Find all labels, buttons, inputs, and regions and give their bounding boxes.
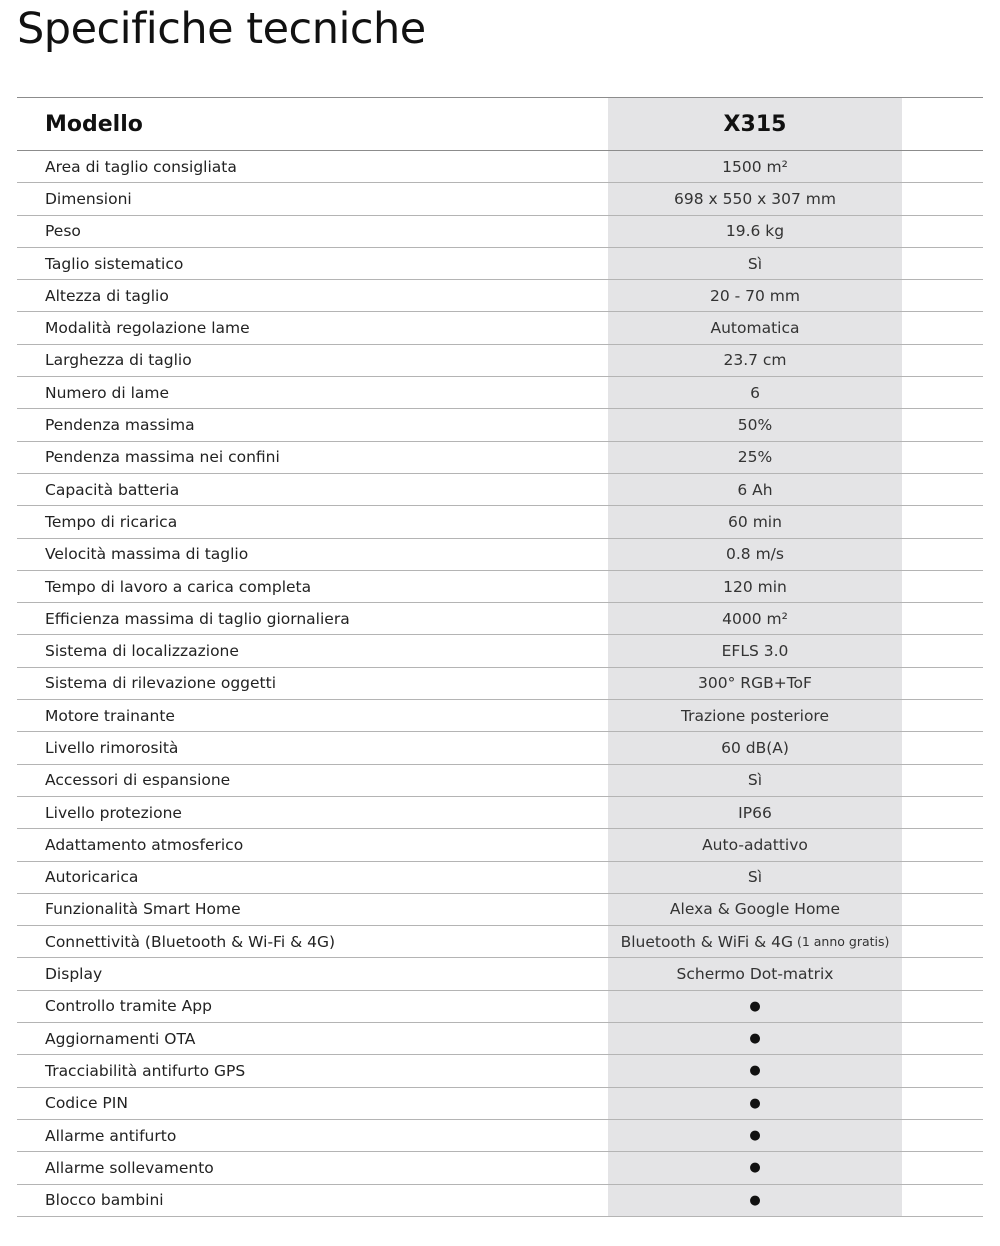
spec-value xyxy=(608,862,902,893)
spec-label: Sistema di localizzazione xyxy=(45,642,239,661)
table-row xyxy=(17,183,983,215)
table-row xyxy=(17,829,983,861)
spec-value-text: Bluetooth & WiFi & 4G xyxy=(620,932,793,951)
table-row xyxy=(17,603,983,635)
table-row-pad xyxy=(902,1023,983,1054)
spec-value xyxy=(608,797,902,828)
spec-value xyxy=(608,1120,902,1151)
spec-value xyxy=(608,635,902,666)
spec-value-text: 120 min xyxy=(723,577,787,596)
spec-label: Funzionalità Smart Home xyxy=(45,900,241,919)
table-body xyxy=(17,151,983,1217)
spec-label: Aggiornamenti OTA xyxy=(45,1029,196,1048)
table-row xyxy=(17,1152,983,1184)
spec-value-text: 1500 m² xyxy=(722,157,788,176)
table-row xyxy=(17,151,983,183)
spec-value-text: 50% xyxy=(737,416,773,435)
spec-value xyxy=(608,1023,902,1054)
table-row xyxy=(17,700,983,732)
spec-label: Modalità regolazione lame xyxy=(45,319,250,338)
header-label: Modello xyxy=(45,111,143,137)
table-row xyxy=(17,862,983,894)
spec-value xyxy=(608,539,902,570)
spec-value xyxy=(608,603,902,634)
table-row xyxy=(17,571,983,603)
table-row xyxy=(17,216,983,248)
spec-value xyxy=(608,1185,902,1216)
feature-dot: ● xyxy=(749,1095,761,1111)
feature-dot: ● xyxy=(749,1063,761,1079)
spec-value-text: Alexa & Google Home xyxy=(669,900,841,919)
table-row xyxy=(17,474,983,506)
table-row-pad xyxy=(902,98,983,150)
spec-value xyxy=(608,1088,902,1119)
table-row-pad xyxy=(902,894,983,925)
spec-label: Allarme antifurto xyxy=(45,1126,177,1145)
table-row xyxy=(17,765,983,797)
table-row-pad xyxy=(902,377,983,408)
spec-table xyxy=(17,97,983,1217)
spec-value xyxy=(608,926,902,957)
table-row xyxy=(17,248,983,280)
table-row xyxy=(17,926,983,958)
spec-label: Autoricarica xyxy=(45,868,139,887)
table-row xyxy=(17,1185,983,1217)
spec-value xyxy=(608,377,902,408)
spec-value-text: EFLS 3.0 xyxy=(721,642,789,661)
spec-value xyxy=(608,216,902,247)
spec-label: Sistema di rilevazione oggetti xyxy=(45,674,276,693)
table-row-pad xyxy=(902,216,983,247)
table-row-pad xyxy=(902,280,983,311)
spec-value xyxy=(608,248,902,279)
spec-value xyxy=(608,958,902,989)
spec-label: Livello rimorosità xyxy=(45,738,179,757)
spec-value-text: 25% xyxy=(737,448,773,467)
spec-value-text: 19.6 kg xyxy=(725,222,785,241)
spec-value xyxy=(608,280,902,311)
spec-value xyxy=(608,991,902,1022)
spec-value xyxy=(608,409,902,440)
spec-label: Velocità massima di taglio xyxy=(45,545,249,564)
table-row-pad xyxy=(902,797,983,828)
table-row xyxy=(17,345,983,377)
spec-value-text: 6 xyxy=(750,383,760,402)
spec-label: Adattamento atmosferico xyxy=(45,835,244,854)
spec-label: Allarme sollevamento xyxy=(45,1158,214,1177)
table-row-pad xyxy=(902,1152,983,1183)
spec-label: Pendenza massima nei confini xyxy=(45,448,280,467)
table-row-pad xyxy=(902,1088,983,1119)
table-row-pad xyxy=(902,571,983,602)
spec-value-text: IP66 xyxy=(738,803,772,822)
spec-value-text: Sì xyxy=(747,254,763,273)
table-row xyxy=(17,1088,983,1120)
table-row xyxy=(17,539,983,571)
spec-value xyxy=(608,1055,902,1086)
table-row xyxy=(17,1055,983,1087)
feature-dot: ● xyxy=(749,998,761,1014)
feature-dot: ● xyxy=(749,1192,761,1208)
spec-value xyxy=(608,571,902,602)
table-row xyxy=(17,797,983,829)
table-row-pad xyxy=(902,862,983,893)
spec-value-text: 300° RGB+ToF xyxy=(698,674,812,693)
feature-dot: ● xyxy=(749,1031,761,1047)
spec-value xyxy=(608,506,902,537)
table-row-pad xyxy=(902,248,983,279)
spec-label: Peso xyxy=(45,222,81,241)
spec-value-text: 20 - 70 mm xyxy=(709,286,801,305)
spec-value-text: Sì xyxy=(747,771,763,790)
spec-value-note: (1 anno gratis) xyxy=(796,934,890,950)
spec-value xyxy=(608,700,902,731)
spec-label: Numero di lame xyxy=(45,383,170,402)
table-row-pad xyxy=(902,409,983,440)
table-row xyxy=(17,991,983,1023)
table-row-pad xyxy=(902,700,983,731)
table-row xyxy=(17,506,983,538)
header-model: X315 xyxy=(608,98,902,150)
spec-value xyxy=(608,894,902,925)
spec-label: Codice PIN xyxy=(45,1094,128,1113)
spec-value-text: 23.7 cm xyxy=(723,351,787,370)
spec-label: Capacità batteria xyxy=(45,480,180,499)
spec-value xyxy=(608,151,902,182)
table-row-pad xyxy=(902,474,983,505)
table-row-pad xyxy=(902,829,983,860)
spec-value xyxy=(608,474,902,505)
table-row xyxy=(17,668,983,700)
table-row xyxy=(17,409,983,441)
spec-value xyxy=(608,442,902,473)
table-row xyxy=(17,732,983,764)
spec-value-text: Auto-adattivo xyxy=(702,835,808,854)
table-row-pad xyxy=(902,958,983,989)
spec-value xyxy=(608,829,902,860)
table-row-pad xyxy=(902,183,983,214)
table-row xyxy=(17,1023,983,1055)
table-row xyxy=(17,635,983,667)
spec-label: Pendenza massima xyxy=(45,416,195,435)
feature-dot: ● xyxy=(749,1128,761,1144)
spec-value-text: Sì xyxy=(747,868,763,887)
table-row-pad xyxy=(902,506,983,537)
table-row-pad xyxy=(902,926,983,957)
spec-label: Blocco bambini xyxy=(45,1191,164,1210)
table-row-pad xyxy=(902,151,983,182)
spec-value xyxy=(608,183,902,214)
table-row-pad xyxy=(902,991,983,1022)
spec-value-text: Automatica xyxy=(710,319,800,338)
table-row-pad xyxy=(902,1055,983,1086)
table-header-row xyxy=(17,97,983,151)
spec-value-text: 6 Ah xyxy=(737,480,773,499)
table-row-pad xyxy=(902,1185,983,1216)
feature-dot: ● xyxy=(749,1160,761,1176)
spec-value-text: 60 dB(A) xyxy=(721,738,789,757)
table-row-pad xyxy=(902,345,983,376)
table-row-pad xyxy=(902,442,983,473)
spec-label: Area di taglio consigliata xyxy=(45,157,237,176)
spec-label: Larghezza di taglio xyxy=(45,351,192,370)
spec-value xyxy=(608,1152,902,1183)
table-row-pad xyxy=(902,732,983,763)
spec-value-text: 698 x 550 x 307 mm xyxy=(674,189,836,208)
spec-label: Efficienza massima di taglio giornaliera xyxy=(45,609,350,628)
spec-label: Tracciabilità antifurto GPS xyxy=(45,1061,246,1080)
table-row-pad xyxy=(902,635,983,666)
spec-label: Connettività (Bluetooth & Wi-Fi & 4G) xyxy=(45,932,336,951)
spec-label: Tempo di lavoro a carica completa xyxy=(45,577,312,596)
spec-value xyxy=(608,312,902,343)
spec-value-text: 4000 m² xyxy=(722,609,788,628)
table-row xyxy=(17,1120,983,1152)
table-row xyxy=(17,280,983,312)
table-row-pad xyxy=(902,668,983,699)
table-row xyxy=(17,894,983,926)
table-row-pad xyxy=(902,1120,983,1151)
spec-value xyxy=(608,668,902,699)
spec-label: Display xyxy=(45,965,103,984)
table-row xyxy=(17,312,983,344)
spec-label: Altezza di taglio xyxy=(45,286,169,305)
spec-value-text: 60 min xyxy=(728,512,782,531)
table-row-pad xyxy=(902,603,983,634)
table-row-pad xyxy=(902,765,983,796)
spec-label: Livello protezione xyxy=(45,803,182,822)
spec-value-text: Schermo Dot-matrix xyxy=(676,965,834,984)
spec-label: Dimensioni xyxy=(45,189,132,208)
spec-value xyxy=(608,345,902,376)
spec-label: Motore trainante xyxy=(45,706,175,725)
spec-label: Controllo tramite App xyxy=(45,997,212,1016)
table-row xyxy=(17,377,983,409)
page-title: Specifiche tecniche xyxy=(17,4,426,54)
spec-value-text: 0.8 m/s xyxy=(726,545,784,564)
spec-value-text: Trazione posteriore xyxy=(680,706,829,725)
spec-label: Taglio sistematico xyxy=(45,254,184,273)
spec-value xyxy=(608,765,902,796)
table-row xyxy=(17,442,983,474)
spec-label: Accessori di espansione xyxy=(45,771,231,790)
table-row-pad xyxy=(902,539,983,570)
spec-label: Tempo di ricarica xyxy=(45,512,178,531)
table-row xyxy=(17,958,983,990)
spec-value xyxy=(608,732,902,763)
table-row-pad xyxy=(902,312,983,343)
